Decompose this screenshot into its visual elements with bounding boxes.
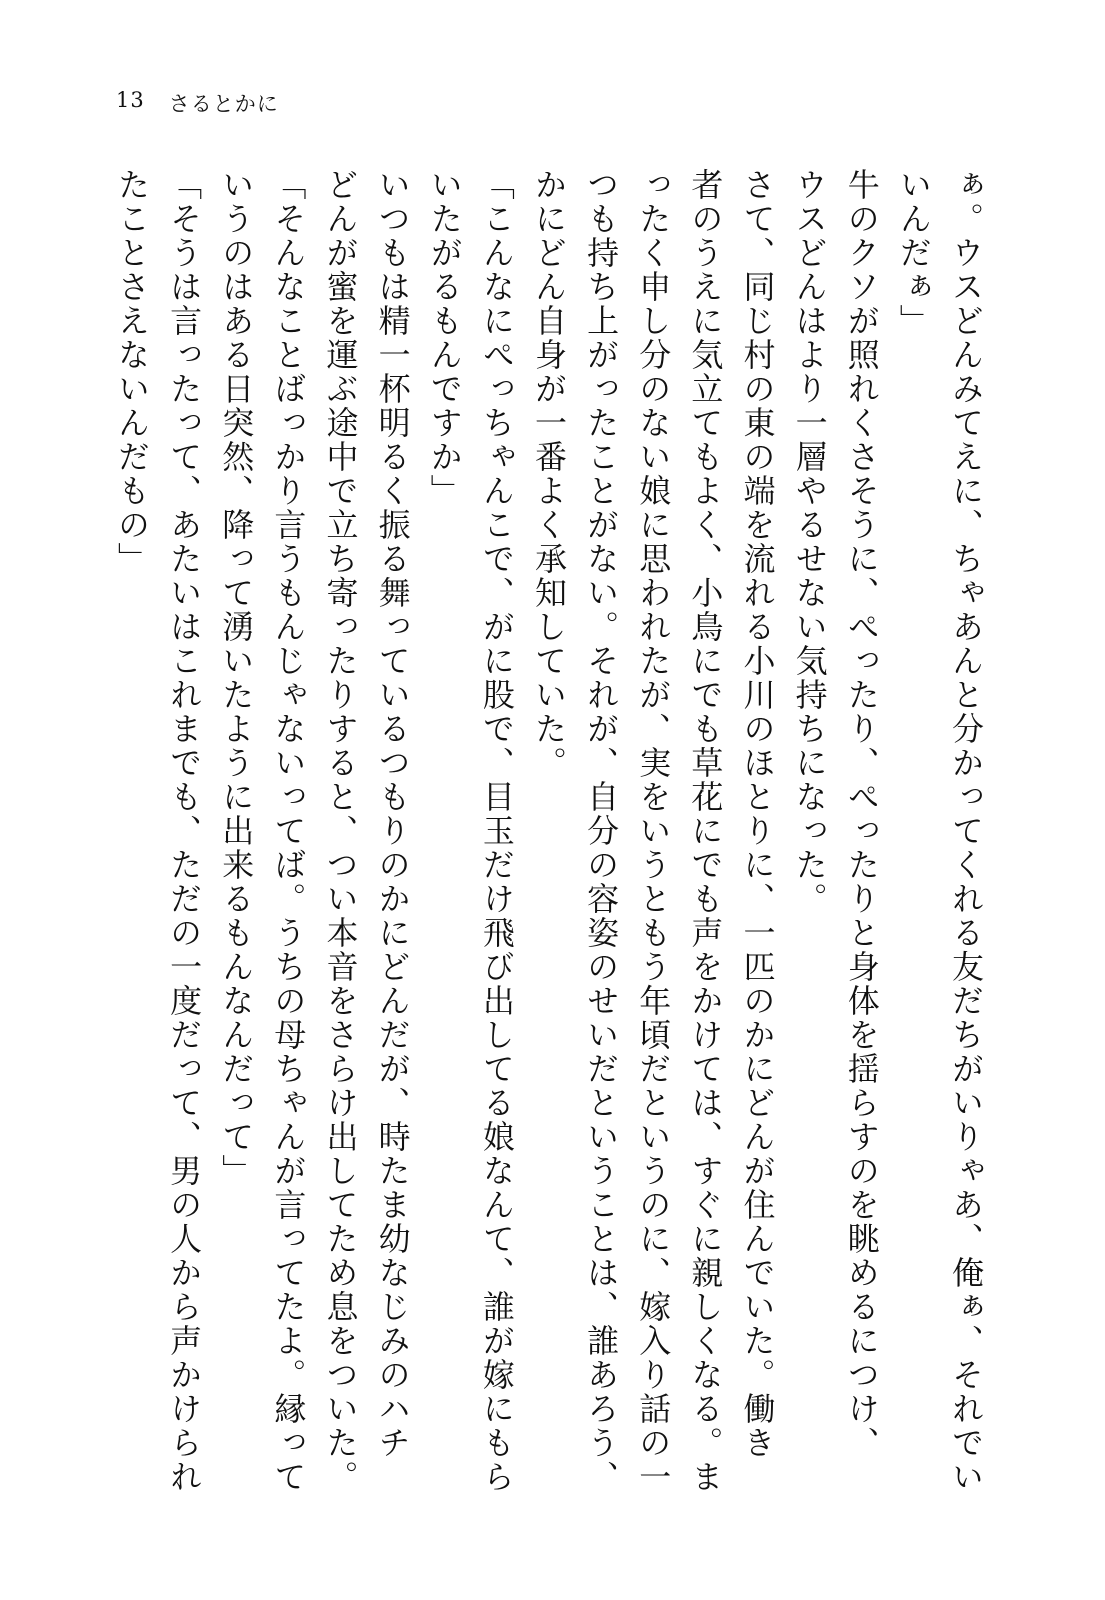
- text-line: 「こんなにぺっちゃんこで、がに股で、目玉だけ飛び出してる娘なんて、誰が嫁にもら: [477, 168, 516, 1494]
- text-line: いたがるもんですか」: [425, 168, 464, 508]
- text-line: つも持ち上がったことがない。それが、自分の容姿のせいだということは、誰あろう、: [582, 168, 621, 1494]
- text-line: たことさえないんだもの」: [113, 168, 151, 576]
- text-line: いうのはある日突然、降って湧いたように出来るもんなんだって」: [217, 168, 256, 1188]
- text-line: いんだぁ」: [894, 168, 933, 338]
- text-line: 牛のクソが照れくさそうに、ぺったり、ぺったりと身体を揺らすのを眺めるにつけ、: [842, 168, 881, 1460]
- text-line: かにどん自身が一番よく承知していた。: [530, 168, 568, 780]
- text-line: 「そうは言ったって、あたいはこれまでも、ただの一度だって、男の人から声かけられ: [165, 168, 204, 1494]
- text-line: どんが蜜を運ぶ途中で立ち寄ったりすると、つい本音をさらけ出してため息をついた。: [321, 168, 360, 1494]
- running-title: さるとかに: [168, 92, 279, 116]
- running-header: [116, 88, 279, 118]
- text-line: ぁ。ウスどんみてえに、ちゃあんと分かってくれる友だちがいりゃあ、俺ぁ、それでい: [947, 168, 985, 1494]
- text-line: ったく申し分のない娘に思われたが、実をいうともう年頃だというのに、嫁入り話の一: [634, 168, 673, 1494]
- page-number: 13: [116, 88, 145, 112]
- text-line: ウスどんはより一層やるせない気持ちになった。: [790, 168, 829, 916]
- vertical-text-body: [110, 168, 988, 1548]
- text-line: 者のうえに気立てもよく、小鳥にでも草花にでも声をかけては、すぐに親しくなる。ま: [686, 168, 725, 1494]
- text-line: いつもは精一杯明るく振る舞っているつもりのかにどんだが、時たま幼なじみのハチ: [373, 168, 412, 1460]
- text-line: 「そんなことばっかり言うもんじゃないってば。うちの母ちゃんが言ってたよ。縁って: [269, 168, 308, 1494]
- text-line: さて、同じ村の東の端を流れる小川のほとりに、一匹のかにどんが住んでいた。働き: [738, 168, 777, 1460]
